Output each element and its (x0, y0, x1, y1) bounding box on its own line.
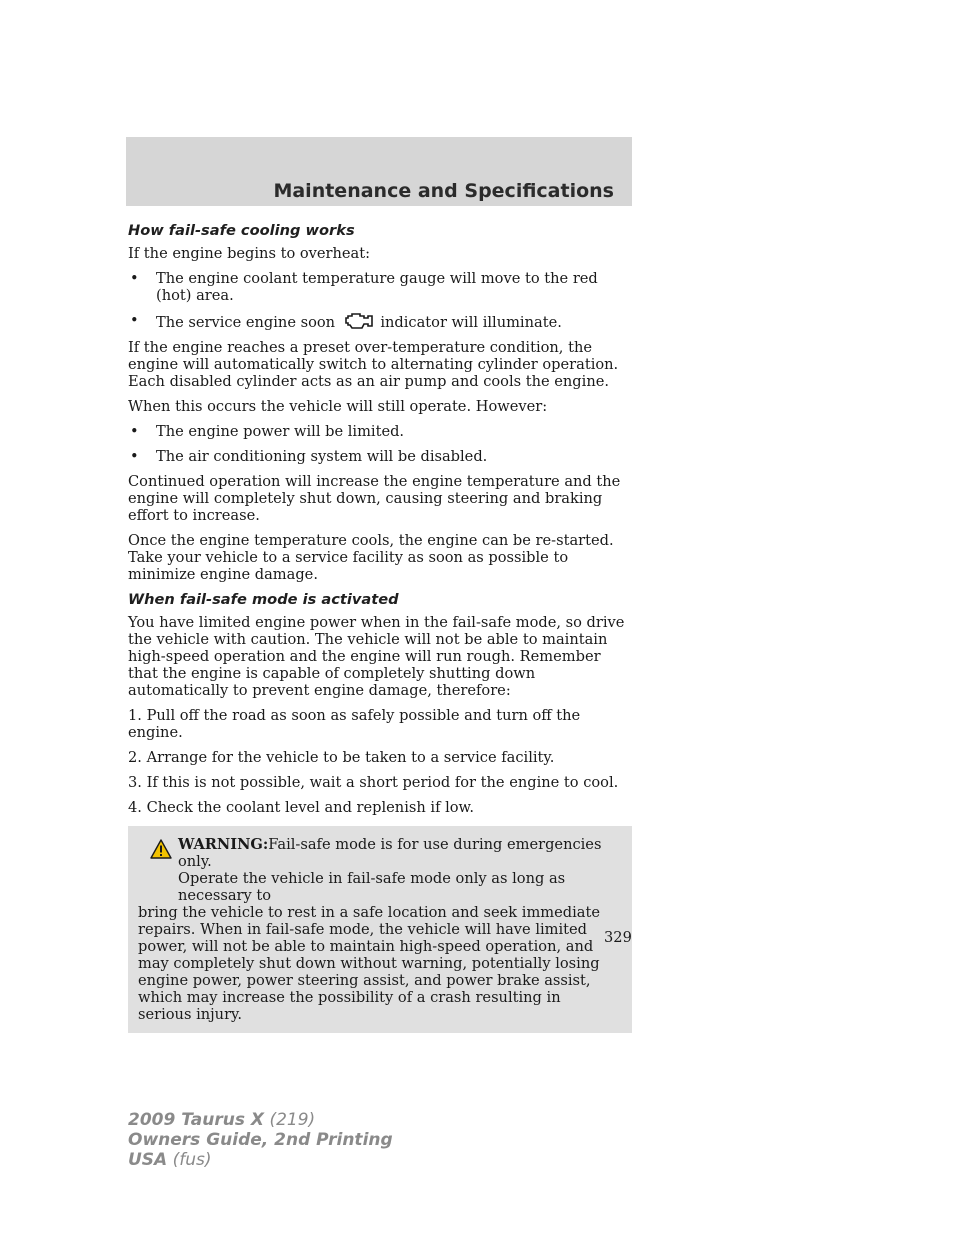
subheading-how-fail-safe: How fail-safe cooling works (128, 222, 355, 239)
bullet-dot-icon: • (130, 423, 139, 440)
bullet-dot-icon: • (130, 270, 139, 287)
warning-triangle-icon (150, 839, 172, 859)
check-engine-icon (344, 312, 374, 330)
intro-text: If the engine begins to overheat: (128, 245, 371, 262)
footer-market: USA (128, 1150, 168, 1170)
bullet-item (128, 448, 632, 465)
bullet-item (128, 270, 632, 304)
footer-line (128, 1150, 393, 1170)
paragraph: Once the engine temperature cools, the engine can be re-started. Take your vehicle to a service facility as soon as possible to minimize engine damage. (128, 532, 614, 583)
paragraph: When this occurs the vehicle will still operate. However: (128, 398, 548, 415)
warning-first-lines (138, 836, 618, 904)
bullet-item (128, 312, 632, 331)
footer-model: 2009 Taurus X (128, 1110, 265, 1130)
step-item: 4. Check the coolant level and replenish if low. (128, 799, 474, 816)
bullet-dot-icon: • (130, 312, 139, 329)
paragraph: Continued operation will increase the engine temperature and the engine will completely shut down, causing steering and braking effort to increase. (128, 473, 621, 524)
subheading-when-fail-safe: When fail-safe mode is activated (128, 591, 399, 608)
step-item: 2. Arrange for the vehicle to be taken to a service facility. (128, 749, 555, 766)
bullet-text: The engine power will be limited. (156, 423, 405, 440)
paragraph: You have limited engine power when in the fail-safe mode, so drive the vehicle with caution. The vehicle will not be able to maintain high-speed operation and the engine will run rough. Remember that the engine is capable of completely shutting down automatically to prevent engine damage, therefore: (128, 614, 625, 699)
section-header-band (126, 137, 632, 206)
page-content (128, 222, 632, 1033)
footer-guide: Owners Guide, 2nd Printing (128, 1130, 393, 1150)
bullet-text: The engine coolant temperature gauge will move to the red (hot) area. (156, 270, 598, 304)
warning-box (128, 826, 632, 1033)
footer-model-code: (219) (269, 1110, 316, 1130)
bullet-item (128, 423, 632, 440)
bullet-text-tail: indicator will illuminate. (380, 314, 562, 331)
bullet-text: The air conditioning system will be disabled. (156, 448, 488, 465)
warning-label: WARNING: (178, 836, 269, 853)
step-item: 3. If this is not possible, wait a short period for the engine to cool. (128, 774, 619, 791)
footer-market-code: (fus) (172, 1150, 212, 1170)
warning-first-line: Fail-safe mode is for use during emergencies only. (178, 836, 602, 870)
warning-body: bring the vehicle to rest in a safe location and seek immediate repairs. When in fail-safe mode, the vehicle will have limited power, will not be able to maintain high-speed operation, and may completely shut down without warning, potentially losing engine power, power steering assist, and power brake assist, which may increase the possibility of a crash resulting in serious injury. (138, 904, 600, 1023)
bullet-text: The service engine soon (156, 314, 336, 331)
footer-line (128, 1110, 393, 1130)
step-item: 1. Pull off the road as soon as safely possible and turn off the engine. (128, 707, 581, 741)
document-footer (128, 1110, 393, 1170)
section-title: Maintenance and Specifications (273, 180, 614, 202)
bullet-dot-icon: • (130, 448, 139, 465)
page-number: 329 (604, 929, 632, 946)
paragraph: If the engine reaches a preset over-temperature condition, the engine will automatically switch to alternating cylinder operation. Each disabled cylinder acts as an air pump and cools the engine. (128, 339, 619, 390)
footer-line (128, 1130, 393, 1150)
warning-indent-line: Operate the vehicle in fail-safe mode only as long as necessary to (178, 870, 566, 904)
